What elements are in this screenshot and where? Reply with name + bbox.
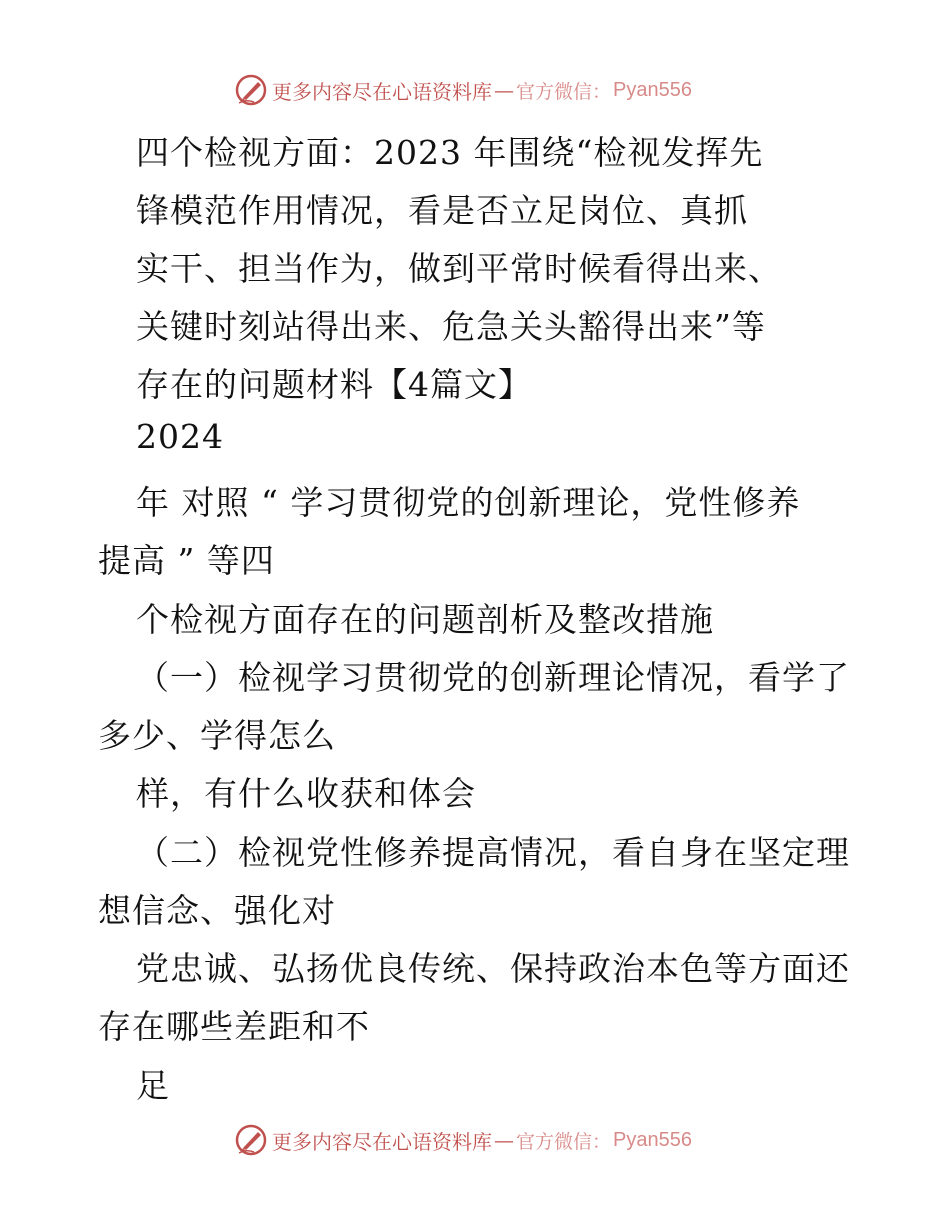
text-line: 党忠诚、弘扬优良传统、保持政治本色等方面还 bbox=[136, 949, 850, 988]
watermark-label: 官方微信： bbox=[516, 80, 612, 103]
text-line: 个检视方面存在的问题剖析及整改措施 bbox=[136, 600, 714, 639]
footer-watermark bbox=[234, 1123, 692, 1157]
text-line: 样，有什么收获和体会 bbox=[136, 774, 476, 813]
text-line: 想信念、强化对 bbox=[98, 891, 336, 930]
text-line: 实干、担当作为，做到平常时候看得出来、 bbox=[136, 249, 782, 288]
watermark-label: 官方微信： bbox=[516, 1130, 612, 1153]
text-line: 存在的问题材料【4篇文】 bbox=[136, 365, 532, 404]
text-line: 锋模范作用情况，看是否立足岗位、真抓 bbox=[136, 191, 748, 230]
watermark-id: Pyan556 bbox=[613, 78, 692, 101]
pen-logo-icon bbox=[234, 1123, 268, 1157]
text-line: 关键时刻站得出来、危急关头豁得出来”等 bbox=[136, 307, 766, 346]
watermark-dash: — bbox=[494, 1128, 514, 1152]
watermark-id: Pyan556 bbox=[613, 1128, 692, 1151]
text-line: 存在哪些差距和不 bbox=[98, 1007, 370, 1046]
text-line: （一）检视学习贯彻党的创新理论情况，看学了 bbox=[136, 658, 850, 697]
text-line: 年 对照 “ 学习贯彻党的创新理论，党性修养 bbox=[136, 483, 801, 522]
text-line: 四个检视方面：2023 年围绕“检视发挥先 bbox=[136, 133, 764, 172]
watermark-site: 更多内容尽在心语资料库 bbox=[272, 79, 492, 104]
text-line: 足 bbox=[136, 1066, 170, 1105]
watermark-dash: — bbox=[494, 78, 514, 102]
watermark-site: 更多内容尽在心语资料库 bbox=[272, 1129, 492, 1154]
text-line: 提高 ” 等四 bbox=[98, 541, 275, 580]
text-line: 多少、学得怎么 bbox=[98, 716, 336, 755]
text-line: （二）检视党性修养提高情况，看自身在坚定理 bbox=[136, 833, 850, 872]
header-watermark bbox=[234, 73, 692, 107]
text-line: 2024 bbox=[136, 417, 224, 456]
pen-logo-icon bbox=[234, 73, 268, 107]
